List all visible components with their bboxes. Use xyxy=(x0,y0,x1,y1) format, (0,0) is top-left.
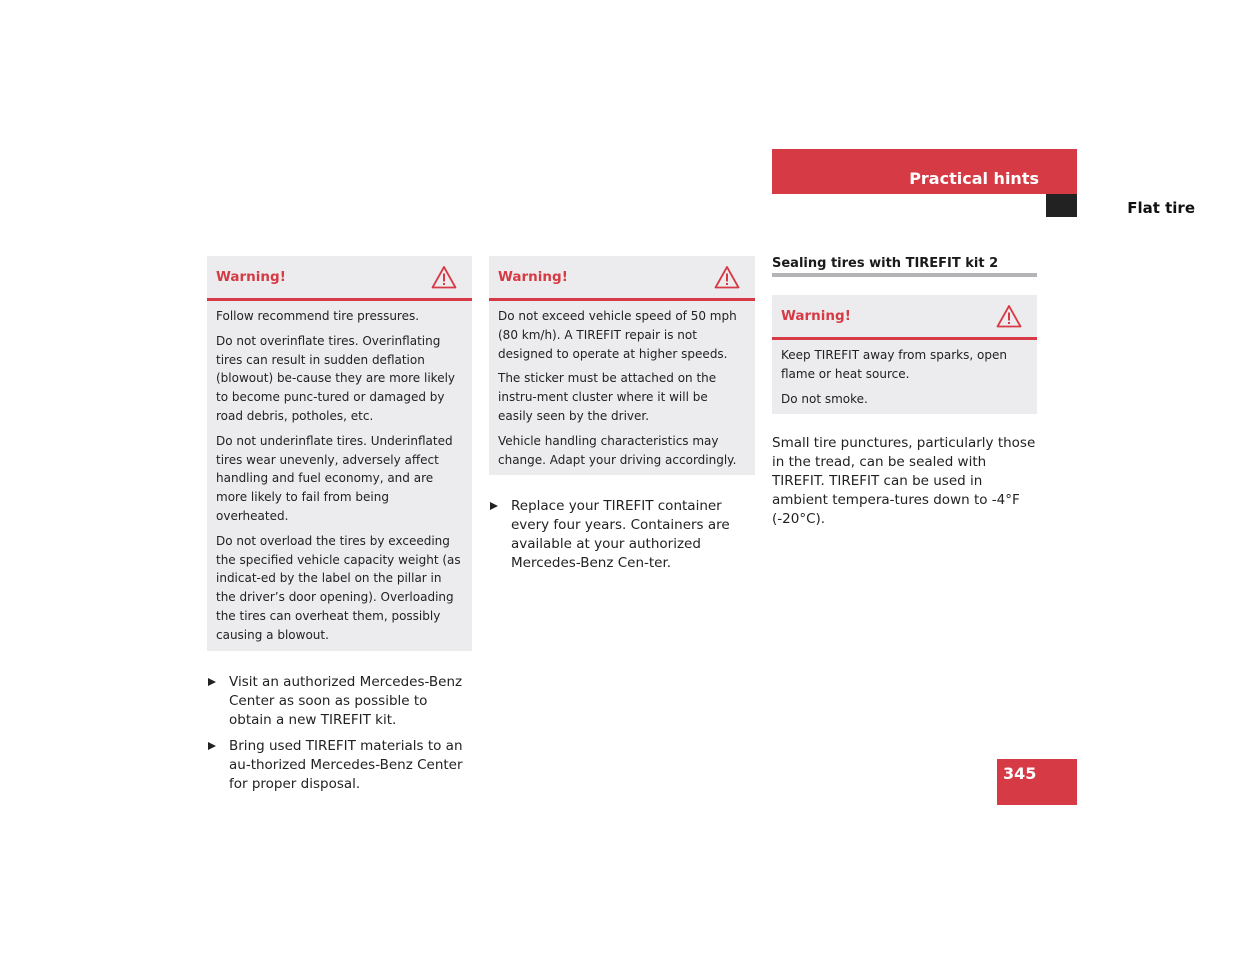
column-1 xyxy=(207,256,472,801)
bullet-arrow-icon xyxy=(490,502,498,510)
body-paragraph: Small tire punctures, particularly those in the tread, can be sealed with TIREFIT. TIREFIT can be used in ambient tempera-tures down to -4°F (-20°C). xyxy=(772,435,1036,528)
warning-paragraph: Do not underinflate tires. Underinflated tires wear unevenly, adversely affect handling and fuel economy, and are more likely to fail from being overheated. xyxy=(216,433,453,523)
warning-body xyxy=(772,340,1037,414)
warning-triangle-icon xyxy=(431,265,457,289)
warning-paragraph: Keep TIREFIT away from sparks, open flame or heat source. xyxy=(781,348,1007,381)
warning-triangle-icon xyxy=(714,265,740,289)
warning-body xyxy=(207,301,472,651)
instruction-item xyxy=(207,737,472,794)
section-title: Practical hints xyxy=(909,169,1039,188)
warning-paragraph: Do not smoke. xyxy=(781,391,868,406)
warning-header xyxy=(772,295,1037,340)
warning-header xyxy=(207,256,472,301)
warning-paragraph: Do not overload the tires by exceeding the specified vehicle capacity weight (as indicat-ed by the label on the pillar in the driver’s door opening). Overloading the tires can overheat them, possibly causing a blowout. xyxy=(216,533,461,642)
page-number: 345 xyxy=(1003,764,1037,783)
warning-box-tire-pressure xyxy=(207,256,472,651)
section-header-bar xyxy=(772,149,1077,194)
instruction-list xyxy=(489,497,755,573)
warning-box-speed-limit xyxy=(489,256,755,475)
warning-paragraph: Do not exceed vehicle speed of 50 mph (80 km/h). A TIREFIT repair is not designed to operate at higher speeds. xyxy=(498,309,737,361)
chapter-tab-marker xyxy=(1046,194,1077,217)
warning-paragraph: Do not overinflate tires. Overinflating tires can result in sudden deflation (blowout) be-cause they are more likely to become punc-tured or damaged by road debris, potholes, etc. xyxy=(216,333,456,423)
instruction-text: Visit an authorized Mercedes-Benz Center as soon as possible to obtain a new TIREFIT kit. xyxy=(229,673,463,728)
warning-paragraph: Vehicle handling characteristics may change. Adapt your driving accordingly. xyxy=(498,433,737,467)
warning-triangle-icon xyxy=(996,304,1022,328)
warning-body xyxy=(489,301,755,475)
warning-paragraph: Follow recommend tire pressures. xyxy=(216,309,420,323)
instruction-list xyxy=(207,673,472,794)
instruction-item xyxy=(207,673,472,730)
subsection-title: Flat tire xyxy=(1127,199,1195,217)
warning-title: Warning! xyxy=(781,308,851,324)
bullet-arrow-icon xyxy=(208,742,216,750)
instruction-item xyxy=(489,497,755,573)
warning-title: Warning! xyxy=(216,269,286,285)
section-heading: Sealing tires with TIREFIT kit 2 xyxy=(772,256,1037,277)
page-number-box xyxy=(997,759,1077,805)
warning-title: Warning! xyxy=(498,269,568,285)
column-2 xyxy=(489,256,755,580)
column-3 xyxy=(772,256,1037,529)
warning-header xyxy=(489,256,755,301)
warning-box-sparks xyxy=(772,295,1037,414)
bullet-arrow-icon xyxy=(208,678,216,686)
instruction-text: Bring used TIREFIT materials to an au-thorized Mercedes-Benz Center for proper disposal. xyxy=(229,737,463,792)
warning-paragraph: The sticker must be attached on the instru-ment cluster where it will be easily seen by the driver. xyxy=(498,371,717,423)
instruction-text: Replace your TIREFIT container every four years. Containers are available at your authorized Mercedes-Benz Cen-ter. xyxy=(511,498,730,572)
